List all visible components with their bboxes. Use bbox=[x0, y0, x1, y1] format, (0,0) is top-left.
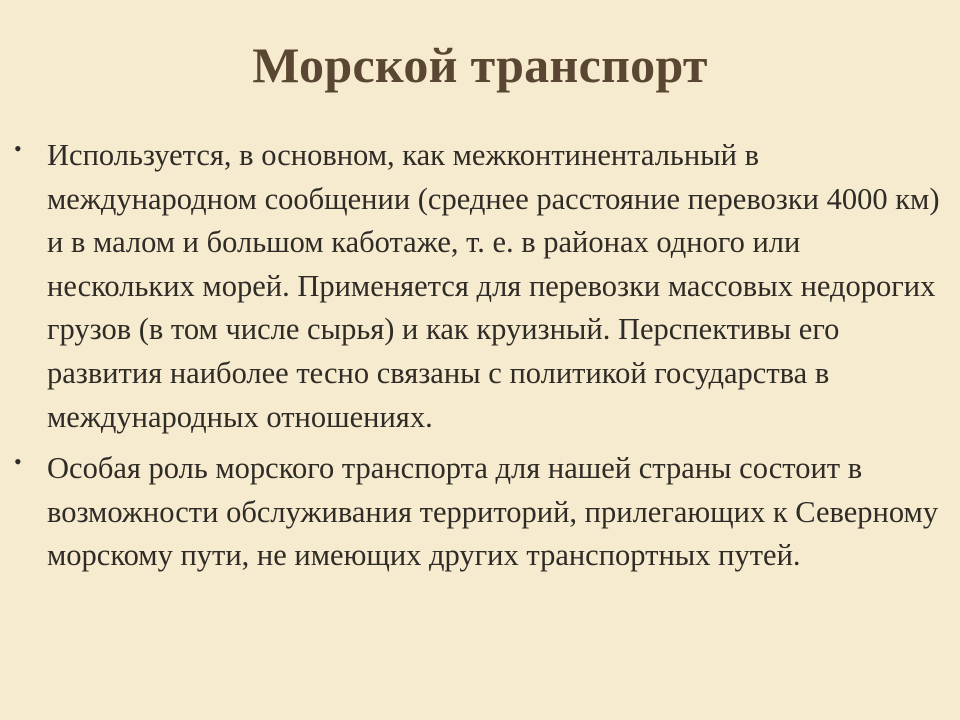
slide-title: Морской транспорт bbox=[252, 37, 708, 93]
bullet-text: Используется, в основном, как межконтинентальный в международном сообщении (среднее расстояние перевозки 4000 км) и в малом и большом каботаже, т. е. в районах одного или нескольких морей. Применяется для перевозки массовых недорогих грузов (в том числе сырья) и как круизный. Перспективы его развития наиболее тесно связаны с политикой государства в международных отношениях. bbox=[47, 138, 940, 434]
bullet-marker-icon: • bbox=[14, 136, 22, 161]
bullet-marker-icon: • bbox=[14, 449, 22, 475]
bullet-text: Особая роль морского транспорта для нашей страны состоит в возможности обслуживания территорий, прилегающих к Северному морскому пути, не имеющих других транспортных путей. bbox=[47, 451, 939, 573]
bullet-item-2 bbox=[14, 447, 944, 578]
bullet-item-1 bbox=[14, 134, 944, 439]
bullet-list bbox=[14, 134, 944, 586]
